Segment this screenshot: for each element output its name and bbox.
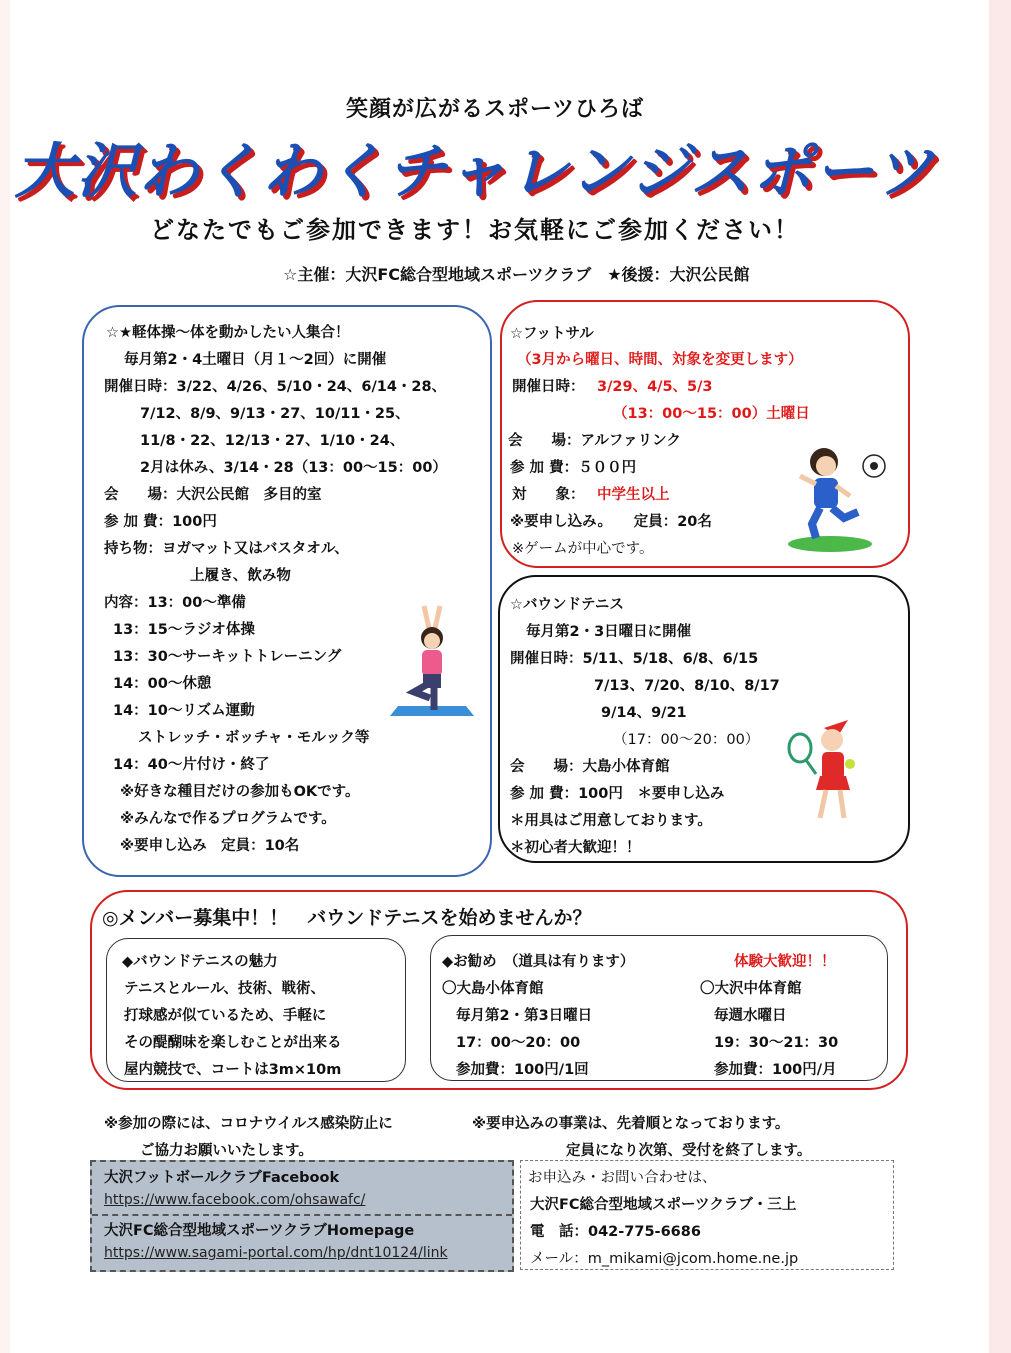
exercise-line: ※好きな種目だけの参加もOKです。 — [120, 784, 360, 800]
futsal-target-label: 対 象： — [512, 487, 585, 503]
exercise-line: 14：00～休憩 — [113, 676, 212, 692]
note-right-line: ※要申込みの事業は、先着順となっております。 — [472, 1116, 790, 1132]
exercise-line: 11/8・22、12/13・27、1/10・24、 — [140, 433, 405, 449]
futsal-date-label: 開催日時： — [512, 379, 585, 395]
note-left-line: ご協力お願いいたします。 — [140, 1143, 313, 1159]
links-divider — [92, 1214, 512, 1216]
venue1-line: 17：00～20：00 — [456, 1035, 581, 1051]
recommend-heading: ◆お勧め （道具は有ります） — [442, 954, 635, 970]
exercise-line: 内容：13：00～準備 — [104, 595, 246, 611]
bound-tennis-line: （17：00～20：00） — [613, 732, 760, 748]
exercise-line: ※みんなで作るプログラムです。 — [120, 811, 336, 827]
flyer-title: 大沢わくわくチャレンジスポーツ — [14, 137, 936, 207]
bound-tennis-line: 参 加 費：100円 ＊要申し込み — [510, 786, 725, 802]
exercise-line: 毎月第2・4土曜日（月１～2回）に開催 — [124, 352, 387, 368]
exercise-line: 14：10～リズム運動 — [113, 703, 255, 719]
appeal-line: テニスとルール、技術、戦術、 — [124, 981, 325, 997]
bound-tennis-line: 会 場：大島小体育館 — [510, 759, 670, 775]
bound-tennis-line: 毎月第2・3日曜日に開催 — [526, 624, 692, 640]
recruit-heading: ◎メンバー募集中！！ バウンドテニスを始めませんか？ — [102, 907, 592, 929]
venue2-line: 19：30～21：30 — [714, 1035, 839, 1051]
welcome-text: 体験大歓迎！！ — [734, 954, 836, 970]
exercise-line: 14：40～片付け・終了 — [113, 757, 270, 773]
contact-phone: 電 話：042-775-6686 — [530, 1224, 701, 1240]
organizer-line: ☆主催：大沢FC総合型地域スポーツクラブ ★後援：大沢公民館 — [283, 265, 750, 284]
exercise-line: 13：30～サーキットトレーニング — [113, 649, 342, 665]
venue2-line: 参加費：100円/月 — [714, 1062, 837, 1078]
flyer-tagline: どなたでもご参加できます！お気軽にご参加ください！ — [150, 216, 800, 244]
futsal-dates: 3/29、4/5、5/3 — [597, 379, 713, 395]
futsal-time: （13：00～15：00）土曜日 — [613, 406, 810, 422]
homepage-label: 大沢FC総合型地域スポーツクラブHomepage — [104, 1223, 415, 1239]
tennis-illustration — [786, 714, 866, 830]
facebook-label: 大沢フットボールクラブFacebook — [104, 1170, 340, 1186]
futsal-heading: ☆フットサル — [510, 326, 594, 342]
bound-tennis-line: ＊用具はご用意しております。 — [510, 813, 712, 829]
bound-tennis-line: 9/14、9/21 — [601, 705, 687, 721]
bound-tennis-line: 開催日時：5/11、5/18、6/8、6/15 — [510, 651, 759, 667]
venue2-line: 毎週水曜日 — [714, 1008, 787, 1024]
note-left-line: ※参加の際には、コロナウイルス感染防止に — [104, 1116, 393, 1132]
venue2-name: 〇大沢中体育館 — [700, 981, 802, 997]
futsal-note: ※ゲームが中心です。 — [512, 541, 654, 557]
exercise-line: ストレッチ・ボッチャ・モルック等 — [138, 730, 370, 746]
futsal-capacity: ※要申し込み。 定員：20名 — [510, 514, 712, 530]
appeal-heading: ◆バウンドテニスの魅力 — [122, 954, 278, 970]
venue1-line: 毎月第2・第3日曜日 — [456, 1008, 593, 1024]
note-right-line: 定員になり次第、受付を終了します。 — [566, 1143, 812, 1159]
contact-line: お申込み・お問い合わせは、 — [528, 1170, 717, 1186]
futsal-notice: （3月から曜日、時間、対象を変更します） — [517, 352, 803, 368]
exercise-line: 会 場：大沢公民館 多目的室 — [104, 487, 322, 503]
appeal-line: その醍醐味を楽しむことが出来る — [124, 1035, 342, 1051]
facebook-link[interactable]: https://www.facebook.com/ohsawafc/ — [104, 1192, 366, 1208]
exercise-line: 2月は休み、3/14・28（13：00～15：00） — [140, 460, 447, 476]
bound-tennis-line: 7/13、7/20、8/10、8/17 — [594, 678, 780, 694]
exercise-line: 13：15～ラジオ体操 — [113, 622, 255, 638]
exercise-line: ※要申し込み 定員：10名 — [120, 838, 300, 854]
venue1-name: 〇大島小体育館 — [442, 981, 544, 997]
exercise-line: 上履き、飲み物 — [190, 568, 291, 584]
contact-line: 大沢FC総合型地域スポーツクラブ・三上 — [530, 1197, 797, 1213]
bound-tennis-line: ＊初心者大歓迎！！ — [510, 840, 641, 856]
yoga-illustration — [386, 598, 478, 722]
futsal-fee: 参 加 費：５００円 — [510, 460, 637, 476]
futsal-illustration — [786, 440, 890, 554]
exercise-line: 開催日時：3/22、4/26、5/10・24、6/14・28、 — [104, 379, 447, 395]
appeal-line: 打球感が似ているため、手軽に — [124, 1008, 327, 1024]
flyer-subtitle: 笑顔が広がるスポーツひろば — [345, 97, 645, 122]
venue1-line: 参加費：100円/1回 — [456, 1062, 589, 1078]
page-edge-right — [989, 0, 1011, 1353]
exercise-line: 7/12、8/9、9/13・27、10/11・25、 — [140, 406, 410, 422]
futsal-target: 中学生以上 — [597, 487, 670, 503]
appeal-line: 屋内競技で、コートは3m×10m — [124, 1062, 342, 1078]
exercise-line: 参 加 費：100円 — [104, 514, 217, 530]
bound-tennis-heading: ☆バウンドテニス — [510, 597, 624, 613]
futsal-venue: 会 場：アルファリンク — [508, 433, 681, 449]
homepage-link[interactable]: https://www.sagami-portal.com/hp/dnt10124/link — [104, 1245, 448, 1261]
exercise-line: 持ち物：ヨガマット又はバスタオル、 — [104, 541, 349, 557]
contact-email: メール：m_mikami@jcom.home.ne.jp — [530, 1251, 799, 1267]
exercise-heading: ☆★軽体操～体を動かしたい人集合！ — [106, 325, 350, 341]
